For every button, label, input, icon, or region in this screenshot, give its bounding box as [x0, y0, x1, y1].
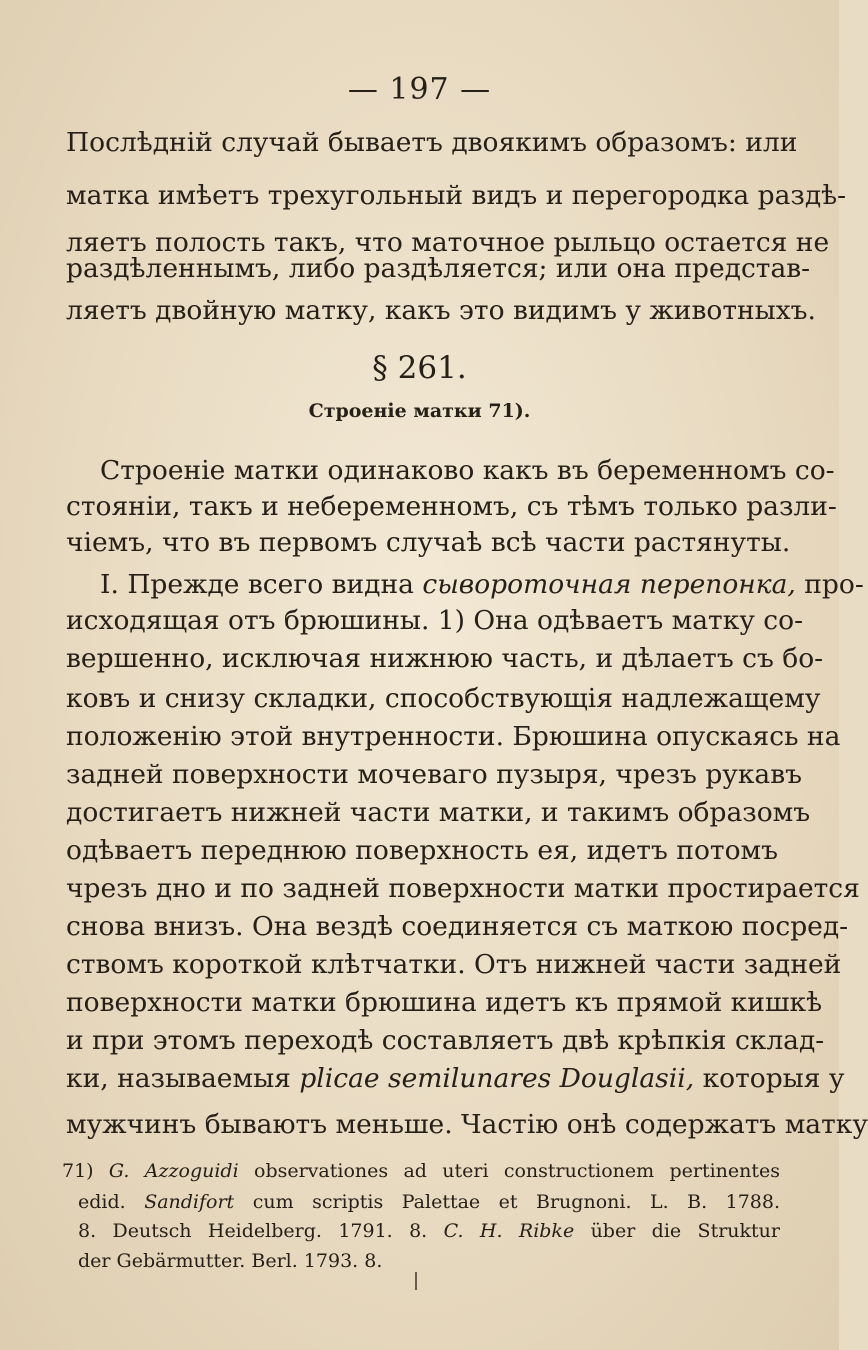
text-line [66, 1063, 845, 1094]
italic-term: сывороточная перепонка, [422, 569, 796, 600]
text-line: Послѣдній случай бываетъ двоякимъ образомъ: или [66, 127, 798, 158]
italic-term: plicae semilunares Douglasii, [299, 1063, 695, 1094]
text-segment: I. Прежде всего видна [100, 569, 423, 600]
text-segment: über die Struktur [574, 1220, 780, 1242]
text-line: чрезъ дно и по задней поверхности матки простирается [66, 873, 860, 904]
text-segment: observationes ad uteri constructionem pertinentes [238, 1160, 781, 1182]
text-line: мужчинъ бываютъ меньше. Частію онѣ содержатъ матку [66, 1109, 868, 1140]
text-segment: про- [795, 569, 864, 600]
text-line: исходящая отъ брюшины. 1) Она одѣваетъ матку со- [66, 605, 804, 636]
text-line: матка имѣетъ трехугольный видъ и перегородка раздѣ- [66, 180, 847, 211]
text-line: положенію этой внутренности. Брюшина опускаясь на [66, 721, 841, 752]
text-segment: edid. [78, 1191, 145, 1213]
text-line: чіемъ, что въ первомъ случаѣ всѣ части растянуты. [66, 527, 791, 558]
text-line [100, 569, 864, 600]
text-line: ляетъ полость такъ, что маточное рыльцо остается не [66, 227, 830, 258]
footnote-line [62, 1162, 780, 1181]
text-line: раздѣленнымъ, либо раздѣляется; или она представ- [66, 253, 811, 284]
text-line: снова внизъ. Она вездѣ соединяется съ маткою посред- [66, 911, 849, 942]
text-segment: 8. Deutsch Heidelberg. 1791. 8. [78, 1220, 444, 1242]
section-title: Строеніе матки 71). [308, 400, 531, 422]
text-line: вершенно, исключая нижнюю часть, и дѣлаетъ съ бо- [66, 643, 824, 674]
text-line: ковъ и снизу складки, способствующія надлежащему [66, 683, 821, 714]
section-number: § 261. [372, 350, 467, 386]
text-segment: которыя у [694, 1063, 845, 1094]
print-mark [415, 1272, 417, 1290]
text-line: достигаетъ нижней части матки, и такимъ образомъ [66, 797, 811, 828]
footnote-line [78, 1193, 780, 1212]
text-line: поверхности матки брюшина идетъ къ прямой кишкѣ [66, 987, 823, 1018]
footnote-marker: 71) [62, 1160, 94, 1182]
text-line: и при этомъ переходѣ составляетъ двѣ крѣпкія склад- [66, 1025, 825, 1056]
text-segment: ки, называемыя [66, 1063, 300, 1094]
footnote-line [78, 1222, 780, 1241]
text-line: одѣваетъ переднюю поверхность ея, идетъ потомъ [66, 835, 778, 866]
text-line: ствомъ короткой клѣтчатки. Отъ нижней части задней [66, 949, 842, 980]
text-line: стояніи, такъ и небеременномъ, съ тѣмъ только разли- [66, 491, 837, 522]
footnote-line: der Gebärmutter. Berl. 1793. 8. [78, 1250, 383, 1272]
page-number: — 197 — [347, 72, 492, 107]
text-line: ляетъ двойную матку, какъ это видимъ у животныхъ. [66, 295, 816, 326]
footnote-editor: Sandifort [144, 1191, 235, 1213]
text-line: Строеніе матки одинаково какъ въ беременномъ со- [100, 455, 835, 486]
footnote-author: G. Azzoguidi [108, 1160, 239, 1182]
text-segment: cum scriptis Palettae et Brugnoni. L. B. 1788. [234, 1191, 780, 1213]
text-line: задней поверхности мочеваго пузыря, чрезъ рукавъ [66, 759, 803, 790]
footnote-author: C. H. Ribke [443, 1220, 575, 1242]
